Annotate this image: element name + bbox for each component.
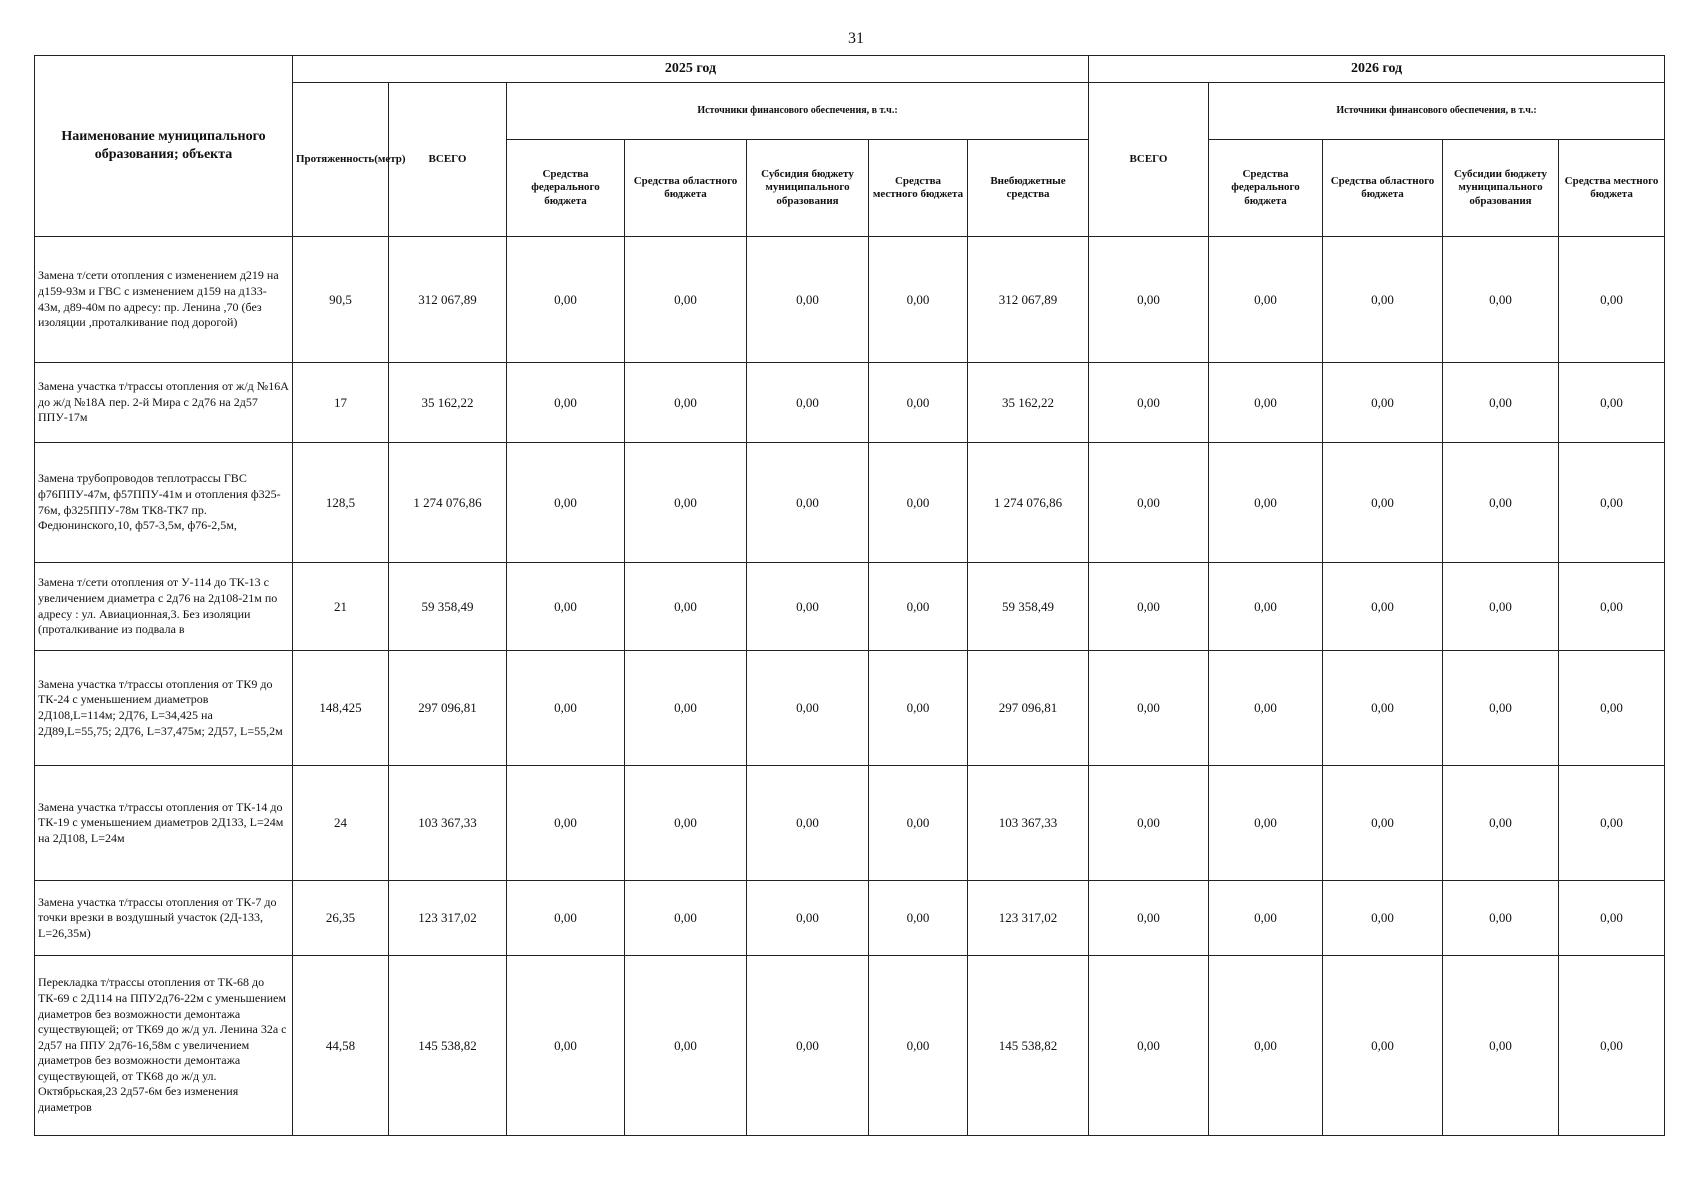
page-number: 31 [848, 30, 864, 47]
federal-cell: 0,00 [507, 651, 625, 766]
local-cell: 0,00 [869, 651, 968, 766]
regional-cell: 0,00 [625, 651, 747, 766]
total-cell: 312 067,89 [389, 237, 507, 363]
object-name: Замена т/сети отопления с изменением д219 на д159-93м и ГВС с изменением д159 на д133-43м, д89-40м по адресу: пр. Ленина ,70 (без изоляции ,проталкивание под дорогой) [35, 237, 293, 363]
federal-cell: 0,00 [507, 881, 625, 956]
header-length: Протяженность(метр) [293, 83, 389, 237]
table-row [35, 363, 1665, 443]
total-2026-cell: 0,00 [1089, 881, 1209, 956]
local-cell: 0,00 [869, 363, 968, 443]
subsidy-2026-cell: 0,00 [1443, 881, 1559, 956]
table-row [35, 766, 1665, 881]
object-name: Замена участка т/трассы отопления от ж/д №16А до ж/д №18А пер. 2-й Мира с 2д76 на 2д57 ППУ-17м [35, 363, 293, 443]
length-cell: 44,58 [293, 956, 389, 1136]
table-row [35, 237, 1665, 363]
subsidy-2026-cell: 0,00 [1443, 443, 1559, 563]
regional-2026-cell: 0,00 [1323, 363, 1443, 443]
object-name: Замена участка т/трассы отопления от ТК9 до ТК-24 с уменьшением диаметров 2Д108,L=114м; 2Д76, L=34,425 на 2Д89,L=55,75; 2Д76, L=37,475м; 2Д57, L=55,2м [35, 651, 293, 766]
regional-2026-cell: 0,00 [1323, 651, 1443, 766]
subsidy-2026-cell: 0,00 [1443, 363, 1559, 443]
length-cell: 24 [293, 766, 389, 881]
federal-2026-cell: 0,00 [1209, 766, 1323, 881]
extrabudget-cell: 35 162,22 [968, 363, 1089, 443]
extrabudget-cell: 312 067,89 [968, 237, 1089, 363]
subsidy-2026-cell: 0,00 [1443, 237, 1559, 363]
regional-2026-cell: 0,00 [1323, 563, 1443, 651]
extrabudget-cell: 123 317,02 [968, 881, 1089, 956]
table-row [35, 443, 1665, 563]
header-total-2026: ВСЕГО [1089, 83, 1209, 237]
object-name-text: Замена т/сети отопления от У-114 до ТК-13 с увеличением диаметра с 2д76 на 2д108-21м по адресу : ул. Авиационная,3. Без изоляции (проталкивание из подвала в [38, 575, 278, 637]
regional-cell: 0,00 [625, 881, 747, 956]
table-body [35, 237, 1665, 1136]
federal-2026-cell: 0,00 [1209, 651, 1323, 766]
subsidy-2026-cell: 0,00 [1443, 766, 1559, 881]
header-sources-2026: Источники финансового обеспечения, в т.ч.: [1209, 83, 1665, 140]
header-regional-2026: Средства областного бюджета [1323, 140, 1443, 237]
header-total-2025: ВСЕГО [389, 83, 507, 237]
local-2026-cell: 0,00 [1559, 956, 1665, 1136]
regional-cell: 0,00 [625, 563, 747, 651]
header-subsidy-2026: Субсидии бюджету муниципального образования [1443, 140, 1559, 237]
table-row [35, 956, 1665, 1136]
regional-cell: 0,00 [625, 363, 747, 443]
regional-2026-cell: 0,00 [1323, 443, 1443, 563]
header-object-name: Наименование муниципального образования; объекта [35, 56, 293, 237]
header-local-2026: Средства местного бюджета [1559, 140, 1665, 237]
federal-cell: 0,00 [507, 956, 625, 1136]
header-local-2025: Средства местного бюджета [869, 140, 968, 237]
regional-2026-cell: 0,00 [1323, 237, 1443, 363]
local-cell: 0,00 [869, 956, 968, 1136]
regional-cell: 0,00 [625, 443, 747, 563]
subsidy-cell: 0,00 [747, 563, 869, 651]
total-cell: 59 358,49 [389, 563, 507, 651]
header-federal-2025: Средства федерального бюджета [507, 140, 625, 237]
subsidy-cell: 0,00 [747, 651, 869, 766]
length-cell: 148,425 [293, 651, 389, 766]
financing-table [34, 55, 1665, 1136]
object-name [35, 563, 293, 651]
length-cell: 21 [293, 563, 389, 651]
local-2026-cell: 0,00 [1559, 443, 1665, 563]
local-cell: 0,00 [869, 881, 968, 956]
federal-2026-cell: 0,00 [1209, 443, 1323, 563]
local-cell: 0,00 [869, 563, 968, 651]
subsidy-cell: 0,00 [747, 766, 869, 881]
local-2026-cell: 0,00 [1559, 363, 1665, 443]
local-2026-cell: 0,00 [1559, 766, 1665, 881]
local-cell: 0,00 [869, 443, 968, 563]
subsidy-2026-cell: 0,00 [1443, 563, 1559, 651]
federal-2026-cell: 0,00 [1209, 363, 1323, 443]
federal-2026-cell: 0,00 [1209, 563, 1323, 651]
total-2026-cell: 0,00 [1089, 651, 1209, 766]
header-subsidy-2025: Субсидия бюджету муниципального образования [747, 140, 869, 237]
total-2026-cell: 0,00 [1089, 956, 1209, 1136]
local-2026-cell: 0,00 [1559, 651, 1665, 766]
local-cell: 0,00 [869, 766, 968, 881]
subsidy-cell: 0,00 [747, 443, 869, 563]
table-row [35, 563, 1665, 651]
header-year-2026: 2026 год [1089, 56, 1665, 83]
federal-2026-cell: 0,00 [1209, 237, 1323, 363]
regional-2026-cell: 0,00 [1323, 881, 1443, 956]
table-row [35, 881, 1665, 956]
table-row [35, 651, 1665, 766]
subsidy-cell: 0,00 [747, 881, 869, 956]
total-2026-cell: 0,00 [1089, 443, 1209, 563]
object-name: Перекладка т/трассы отопления от ТК-68 до ТК-69 с 2Д114 на ППУ2д76-22м с уменьшением диаметров без возможности демонтажа существующей; от ТК69 до ж/д ул. Ленина 32а с 2д57 на ППУ 2д76-16,58м с увеличением диаметров без возможности демонтажа существующей, от ТК68 до ж/д ул. Октябрьская,23 2д57-6м без изменения диаметров [35, 956, 293, 1136]
header-federal-2026: Средства федерального бюджета [1209, 140, 1323, 237]
local-2026-cell: 0,00 [1559, 563, 1665, 651]
header-regional-2025: Средства областного бюджета [625, 140, 747, 237]
subsidy-cell: 0,00 [747, 956, 869, 1136]
total-2026-cell: 0,00 [1089, 766, 1209, 881]
regional-cell: 0,00 [625, 956, 747, 1136]
subsidy-2026-cell: 0,00 [1443, 651, 1559, 766]
length-cell: 90,5 [293, 237, 389, 363]
length-cell: 128,5 [293, 443, 389, 563]
object-name: Замена участка т/трассы отопления от ТК-7 до точки врезки в воздушный участок (2Д-133, L=26,35м) [35, 881, 293, 956]
total-cell: 1 274 076,86 [389, 443, 507, 563]
regional-2026-cell: 0,00 [1323, 766, 1443, 881]
total-cell: 145 538,82 [389, 956, 507, 1136]
total-2026-cell: 0,00 [1089, 363, 1209, 443]
regional-cell: 0,00 [625, 237, 747, 363]
total-2026-cell: 0,00 [1089, 237, 1209, 363]
federal-2026-cell: 0,00 [1209, 956, 1323, 1136]
length-cell: 26,35 [293, 881, 389, 956]
extrabudget-cell: 59 358,49 [968, 563, 1089, 651]
total-cell: 103 367,33 [389, 766, 507, 881]
subsidy-2026-cell: 0,00 [1443, 956, 1559, 1136]
local-2026-cell: 0,00 [1559, 237, 1665, 363]
object-name: Замена трубопроводов теплотрассы ГВС ф76ППУ-47м, ф57ППУ-41м и отопления ф325-76м, ф325ППУ-78м ТК8-ТК7 пр. Федюнинского,10, ф57-3,5м, ф76-2,5м, [35, 443, 293, 563]
subsidy-cell: 0,00 [747, 237, 869, 363]
length-cell: 17 [293, 363, 389, 443]
total-cell: 123 317,02 [389, 881, 507, 956]
extrabudget-cell: 145 538,82 [968, 956, 1089, 1136]
extrabudget-cell: 103 367,33 [968, 766, 1089, 881]
total-cell: 35 162,22 [389, 363, 507, 443]
regional-2026-cell: 0,00 [1323, 956, 1443, 1136]
object-name: Замена участка т/трассы отопления от ТК-14 до ТК-19 с уменьшением диаметров 2Д133, L=24м на 2Д108, L=24м [35, 766, 293, 881]
federal-cell: 0,00 [507, 237, 625, 363]
regional-cell: 0,00 [625, 766, 747, 881]
total-cell: 297 096,81 [389, 651, 507, 766]
federal-cell: 0,00 [507, 766, 625, 881]
federal-cell: 0,00 [507, 443, 625, 563]
extrabudget-cell: 297 096,81 [968, 651, 1089, 766]
local-2026-cell: 0,00 [1559, 881, 1665, 956]
header-sources-2025: Источники финансового обеспечения, в т.ч.: [507, 83, 1089, 140]
header-extrabudget-2025: Внебюджетные средства [968, 140, 1089, 237]
header-year-2025: 2025 год [293, 56, 1089, 83]
subsidy-cell: 0,00 [747, 363, 869, 443]
federal-cell: 0,00 [507, 563, 625, 651]
federal-2026-cell: 0,00 [1209, 881, 1323, 956]
local-cell: 0,00 [869, 237, 968, 363]
federal-cell: 0,00 [507, 363, 625, 443]
extrabudget-cell: 1 274 076,86 [968, 443, 1089, 563]
total-2026-cell: 0,00 [1089, 563, 1209, 651]
